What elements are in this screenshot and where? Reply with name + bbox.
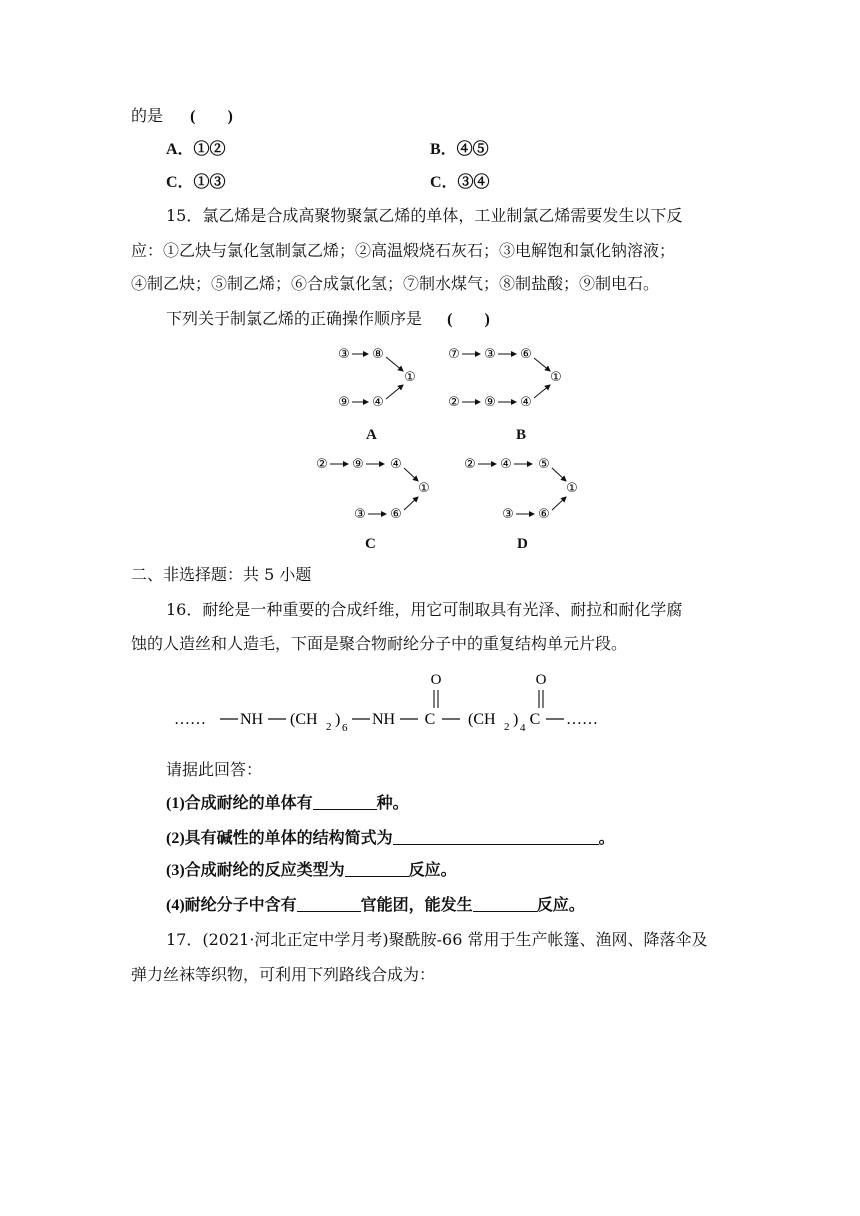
node: ⑨ [484,395,496,410]
node: ③ [354,507,366,522]
node: ① [418,481,430,496]
formula-oxygen-1: O [430,672,442,688]
q15-line-1: 15．氯乙烯是合成高聚物聚氯乙烯的单体，工业制氯乙烯需要发生以下反 [166,206,683,225]
q16-subquestion-3: (3)合成耐纶的反应类型为 反应。 [166,862,457,879]
node: ② [448,395,460,410]
node: ⑥ [538,507,550,522]
node: ⑨ [352,457,364,472]
node: ① [404,370,416,385]
formula-oxygen-2: O [535,672,547,688]
node: ① [566,481,578,496]
q16-subquestion-4: (4)耐纶分子中含有 官能团，能发生 反应。 [166,897,585,914]
formula-sub-6: 6 [342,722,348,734]
node: ③ [484,347,496,362]
node: ⑨ [338,395,350,410]
answer-blank[interactable] [393,829,599,845]
node: ④ [372,395,384,410]
node: ④ [390,457,402,472]
q16-subquestion-2: (2)具有碱性的单体的结构简式为 。 [166,830,615,847]
node: ⑦ [448,347,460,362]
formula-tail-dots: …… [566,711,598,728]
formula-close-paren-1: ) [335,711,341,728]
q16-line-1: 16．耐纶是一种重要的合成纤维，用它可制取具有光泽、耐拉和耐化学腐 [166,600,683,619]
formula-carbonyl-c-2: C [529,711,541,728]
node: ② [464,457,476,472]
q15-diagram-b-label: B [516,427,527,443]
answer-blank[interactable] [313,794,377,810]
formula-sub-4: 4 [520,722,526,734]
formula-ch2-1: (CH [290,711,318,728]
q14-option-c: C．①③ [166,174,226,191]
q15-diagram-a-label: A [366,427,377,443]
q16-subquestion-1: (1)合成耐纶的单体有 种。 [166,795,409,812]
q16-line-2: 蚀的人造丝和人造毛，下面是聚合物耐纶分子中的重复结构单元片段。 [131,634,628,653]
formula-ch2-2: (CH [468,711,496,728]
node: ③ [502,507,514,522]
node: ④ [520,395,532,410]
q15-diagram-d [456,450,586,530]
q15-diagram-d-label: D [517,536,528,552]
q15-line-2: 应：①乙炔与氯化氢制氯乙烯；②高温煅烧石灰石；③电解饱和氯化钠溶液； [131,241,676,260]
q14-stem-end: 的是 ( ) [131,106,233,125]
formula-close-paren-2: ) [513,711,519,728]
node: ③ [338,347,350,362]
formula-carbonyl-c-1: C [424,711,436,728]
answer-blank[interactable] [473,896,537,912]
q15-diagram-c-label: C [365,536,376,552]
formula-lead-dots: …… [174,711,206,728]
node: ② [316,457,328,472]
q15-diagram-b [440,340,570,420]
formula-sub-2: 2 [326,721,332,733]
section-heading: 二、非选择题：共 5 小题 [131,565,312,584]
q17-line-1: 17．(2021·河北正定中学月考)聚酰胺-66 常用于生产帐篷、渔网、降落伞及 [166,930,708,949]
node: ⑤ [538,457,550,472]
q17-line-2: 弹力丝袜等织物，可利用下列路线合成为： [131,965,436,984]
answer-blank[interactable] [297,896,361,912]
q14-option-a: A．①② [166,141,226,158]
q15-line-4: 下列关于制氯乙烯的正确操作顺序是 ( ) [166,309,490,328]
node: ⑥ [390,507,402,522]
q15-diagram-a [330,340,430,420]
formula-nh-1: NH [240,711,264,728]
node: ⑥ [520,347,532,362]
q15-diagram-c [308,450,438,530]
node: ④ [500,457,512,472]
q14-option-b: B．④⑤ [430,141,489,158]
nylon-structural-formula [168,668,628,738]
node: ① [550,370,562,385]
q14-option-d: C．③④ [430,174,490,191]
formula-sub-2b: 2 [504,721,510,733]
formula-nh-2: NH [372,711,396,728]
answer-blank[interactable] [345,861,409,877]
q15-line-3: ④制乙炔；⑤制乙烯；⑥合成氯化氢；⑦制水煤气；⑧制盐酸；⑨制电石。 [131,274,660,293]
q16-prompt: 请据此回答： [166,760,263,779]
node: ⑧ [372,347,384,362]
